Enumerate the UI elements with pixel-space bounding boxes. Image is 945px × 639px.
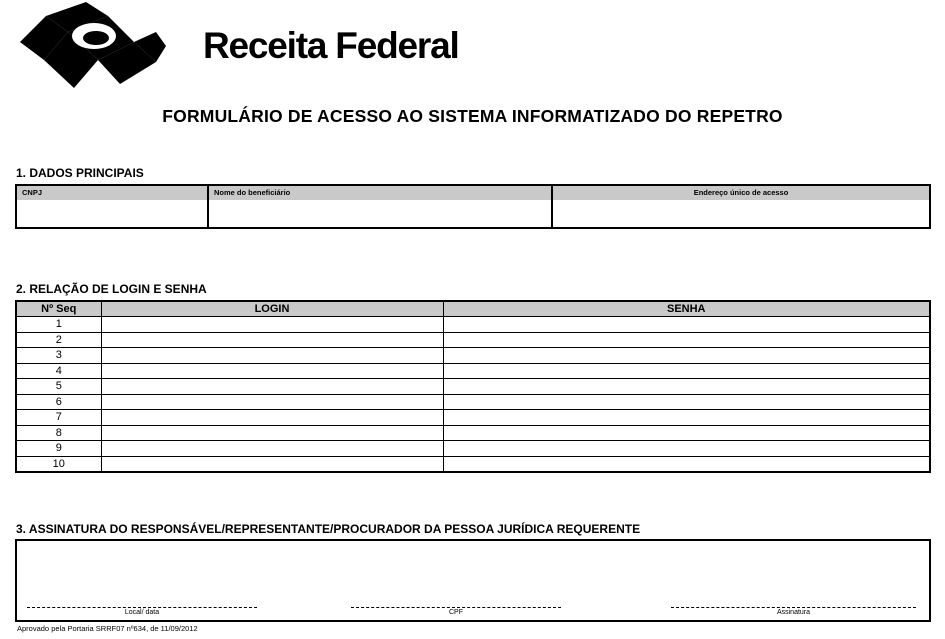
table-row — [16, 379, 930, 395]
login-cell[interactable] — [101, 317, 443, 333]
senha-cell[interactable] — [443, 441, 930, 457]
table-row — [16, 425, 930, 441]
seq-cell: 4 — [16, 363, 101, 379]
main-data-box — [15, 184, 931, 229]
cnpj-field[interactable] — [17, 186, 207, 227]
assinatura-label: Assinatura — [776, 609, 811, 616]
table-row — [16, 348, 930, 364]
seq-cell: 9 — [16, 441, 101, 457]
table-row — [16, 456, 930, 472]
location-date-signature[interactable] — [27, 607, 257, 617]
col-senha-header: SENHA — [443, 301, 930, 317]
senha-cell[interactable] — [443, 348, 930, 364]
assinatura-signature[interactable] — [671, 607, 916, 617]
login-cell[interactable] — [101, 410, 443, 426]
seq-cell: 7 — [16, 410, 101, 426]
cpf-label: CPF — [449, 609, 463, 616]
section3-title: 3. ASSINATURA DO RESPONSÁVEL/REPRESENTANTE/PROCURADOR DA PESSOA JURÍDICA REQUERENTE — [16, 522, 641, 536]
access-address-field[interactable] — [551, 186, 929, 227]
table-row — [16, 394, 930, 410]
senha-cell[interactable] — [443, 456, 930, 472]
login-cell[interactable] — [101, 394, 443, 410]
access-address-label: Endereço único de acesso — [553, 186, 929, 200]
login-cell[interactable] — [101, 348, 443, 364]
table-row — [16, 441, 930, 457]
col-seq-header: Nº Seq — [16, 301, 101, 317]
table-row — [16, 317, 930, 333]
location-date-label: Local/ data — [124, 609, 160, 616]
senha-cell[interactable] — [443, 379, 930, 395]
senha-cell[interactable] — [443, 363, 930, 379]
signature-box — [15, 539, 931, 622]
receita-federal-logo-icon — [16, 2, 188, 90]
senha-cell[interactable] — [443, 317, 930, 333]
senha-cell[interactable] — [443, 394, 930, 410]
beneficiary-name-field[interactable] — [207, 186, 551, 227]
approval-footer: Aprovado pela Portaria SRRF07 nº634, de 11/09/2012 — [17, 624, 198, 633]
section2-title: 2. RELAÇÃO DE LOGIN E SENHA — [16, 282, 207, 296]
senha-cell[interactable] — [443, 410, 930, 426]
table-row — [16, 363, 930, 379]
form-title: FORMULÁRIO DE ACESSO AO SISTEMA INFORMATIZADO DO REPETRO — [162, 106, 783, 126]
seq-cell: 1 — [16, 317, 101, 333]
seq-cell: 10 — [16, 456, 101, 472]
login-cell[interactable] — [101, 441, 443, 457]
cpf-signature[interactable] — [351, 607, 561, 617]
section1-title: 1. DADOS PRINCIPAIS — [16, 166, 144, 180]
beneficiary-name-label: Nome do beneficiário — [209, 186, 551, 200]
login-cell[interactable] — [101, 456, 443, 472]
table-row — [16, 410, 930, 426]
table-header-row — [16, 301, 930, 317]
brand-name: Receita Federal — [203, 25, 459, 66]
seq-cell: 2 — [16, 332, 101, 348]
login-cell[interactable] — [101, 425, 443, 441]
login-table — [15, 300, 931, 473]
seq-cell: 5 — [16, 379, 101, 395]
cnpj-label: CNPJ — [17, 186, 207, 200]
seq-cell: 3 — [16, 348, 101, 364]
col-login-header: LOGIN — [101, 301, 443, 317]
senha-cell[interactable] — [443, 332, 930, 348]
login-cell[interactable] — [101, 332, 443, 348]
seq-cell: 6 — [16, 394, 101, 410]
login-cell[interactable] — [101, 379, 443, 395]
senha-cell[interactable] — [443, 425, 930, 441]
table-row — [16, 332, 930, 348]
login-cell[interactable] — [101, 363, 443, 379]
seq-cell: 8 — [16, 425, 101, 441]
